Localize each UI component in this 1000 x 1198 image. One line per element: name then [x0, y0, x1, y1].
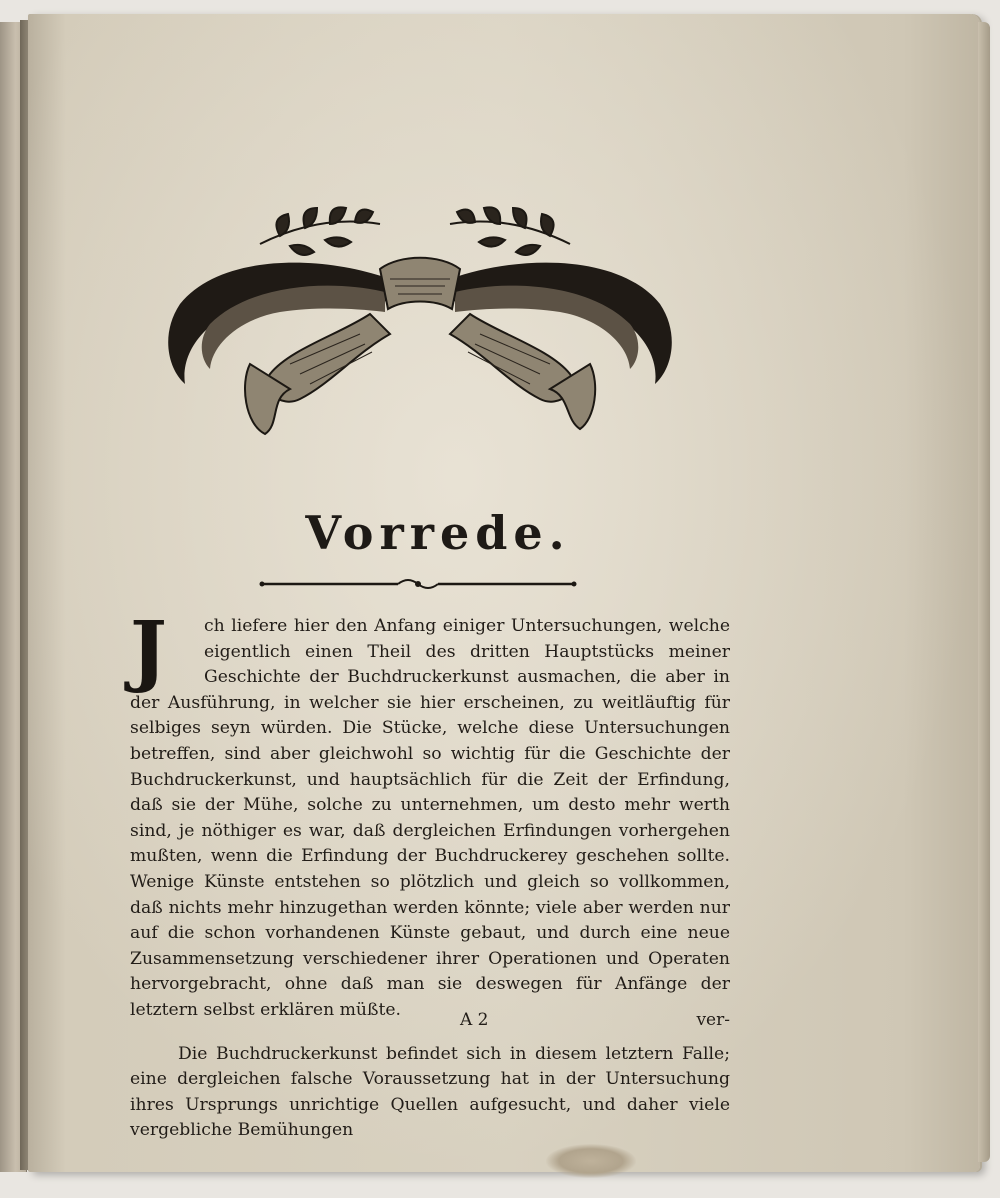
page-tear	[546, 1144, 636, 1178]
drop-cap: J	[130, 605, 167, 696]
catchword: ver-	[696, 1010, 730, 1030]
page-edge	[978, 22, 990, 1162]
paragraph-1	[130, 605, 730, 1024]
paragraph-1-text: ch liefere hier den Anfang einiger Untersuchungen, welche eigentlich einen Theil des dritten Hauptstücks meiner Geschichte der Buchdruckerkunst ausmachen, die aber in der Ausführung, in welcher sie hier erscheinen, zu weitläuftig für selbiges seyn würden. Die Stücke, welche diese Untersuchungen betreffen, sind aber gleichwohl so wichtig für die Geschichte der Buchdruckerkunst, und hauptsächlich für die Zeit der Erfindung, daß sie der Mühe, solche zu unternehmen, um desto mehr werth sind, je nöthiger es war, daß dergleichen Erfindungen vorhergehen mußten, wenn die Erfindung der Buchdruckerey geschehen sollte. Wenige Künste entstehen so plötzlich und gleich so vollkommen, daß nichts mehr hinzugethan werden könnte; viele aber werden nur auf die schon vorhandenen Künste gebaut, und durch eine neue Zusammensetzung verschiedener ihrer Operationen und Operaten hervorgebracht, ohne daß man sie deswegen für Anfänge der letztern selbst erklären müßte.	[130, 616, 730, 1020]
paragraph-2: Die Buchdruckerkunst befindet sich in diesem letztern Falle; eine dergleichen falsche Voraussetzung hat in der Untersuchung ihres Ursprungs unrichtige Quellen aufgesucht, und daher viele vergebliche Bemühungen	[130, 1043, 730, 1141]
signature-mark: A 2	[460, 1010, 489, 1030]
decorative-rule-icon	[258, 576, 578, 592]
body-text	[130, 605, 730, 1144]
page-title: Vorrede.	[305, 506, 571, 560]
book-page	[28, 14, 980, 1172]
wreath-ribbon-ornament-icon	[140, 184, 692, 454]
page-footer	[130, 1010, 730, 1034]
